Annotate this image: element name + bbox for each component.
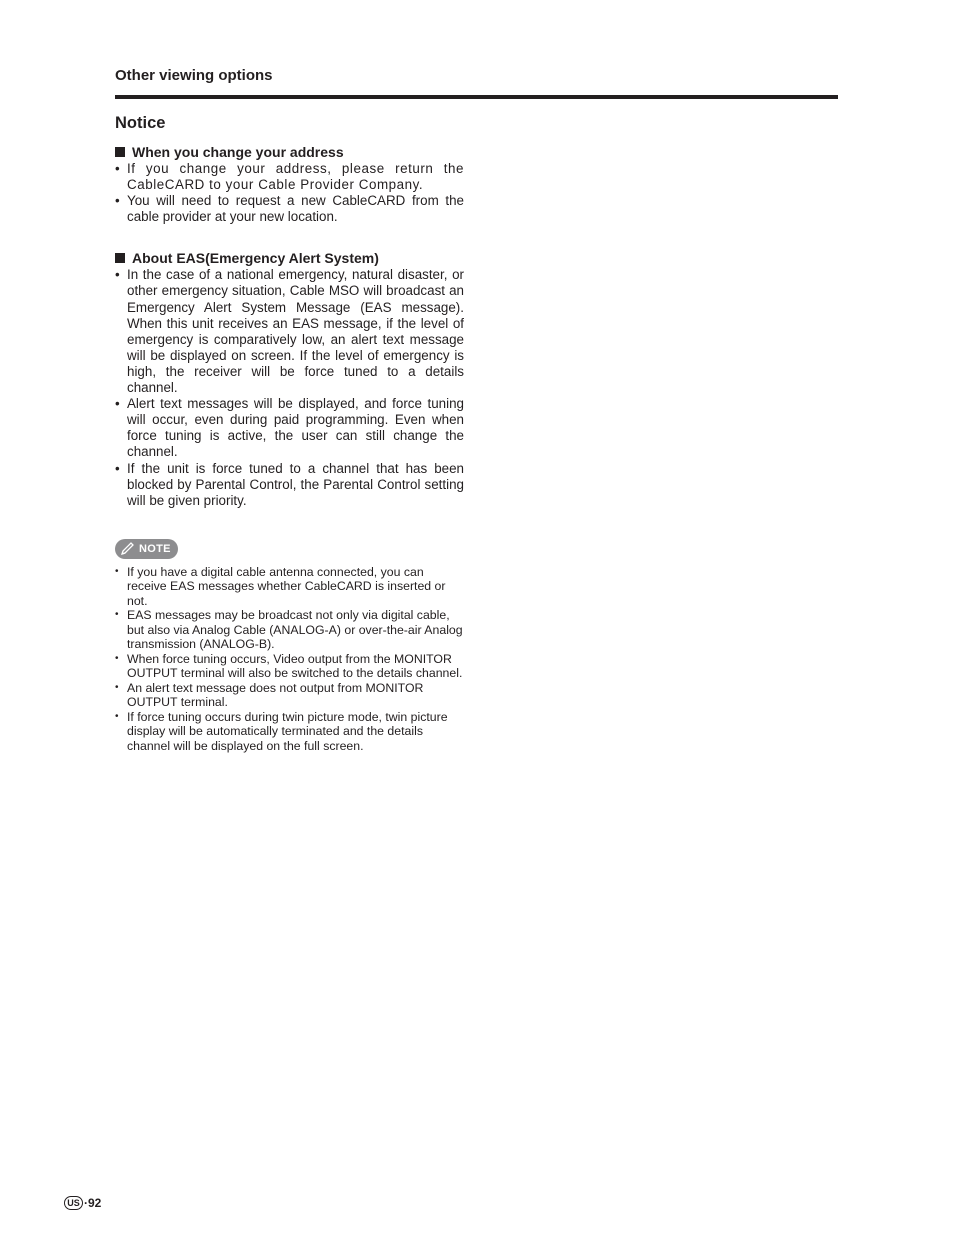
list-item: • EAS messages may be broadcast not only via digital cable, but also via Analog Cable (ANALOG-A) or over-the-air Analog transmission (ANALOG-B). — [115, 608, 464, 652]
list-item: • If the unit is force tuned to a channel that has been blocked by Parental Control, the Parental Control setting will be given priority. — [115, 461, 464, 509]
region-badge: US — [64, 1196, 83, 1210]
content-column — [115, 113, 464, 753]
square-bullet-icon — [115, 147, 125, 157]
address-bullet-list — [115, 161, 464, 225]
page-number — [64, 1196, 101, 1210]
list-item: • If force tuning occurs during twin picture mode, twin picture display will be automatically terminated and the details channel will be displayed on the full screen. — [115, 710, 464, 754]
note-label: NOTE — [139, 542, 171, 555]
square-bullet-icon — [115, 253, 125, 263]
page-title: Notice — [115, 114, 166, 132]
note-badge — [115, 539, 178, 559]
list-item: • Alert text messages will be displayed, and force tuning will occur, even during paid programming. Even when force tuning is active, the user can still change the channel. — [115, 396, 464, 460]
list-item: • When force tuning occurs, Video output from the MONITOR OUTPUT terminal will also be switched to the details channel. — [115, 652, 464, 681]
header-rule — [115, 95, 838, 99]
section-heading-text: About EAS(Emergency Alert System) — [132, 250, 379, 267]
list-item: • If you have a digital cable antenna connected, you can receive EAS messages whether CableCARD is inserted or not. — [115, 565, 464, 609]
page-number-text: ·92 — [84, 1196, 102, 1210]
section-heading-text: When you change your address — [132, 144, 344, 160]
list-item: • If you change your address, please return the CableCARD to your Cable Provider Company. — [115, 161, 464, 193]
section-header: Other viewing options — [115, 67, 273, 84]
note-list — [115, 565, 464, 754]
section-heading-address — [115, 144, 464, 160]
eas-bullet-list — [115, 267, 464, 508]
list-item: • An alert text message does not output from MONITOR OUTPUT terminal. — [115, 681, 464, 710]
list-item: • In the case of a national emergency, natural disaster, or other emergency situation, Cable MSO will broadcast an Emergency Alert System Message (EAS message). When this unit receives an EAS message, if the level of emergency is comparatively low, an alert text message will be displayed on screen. If the level of emergency is high, the receiver will be force tuned to a details channel. — [115, 267, 464, 396]
section-heading-eas — [115, 250, 464, 266]
list-item: • You will need to request a new CableCARD from the cable provider at your new location. — [115, 193, 464, 225]
pencil-icon — [120, 542, 136, 556]
